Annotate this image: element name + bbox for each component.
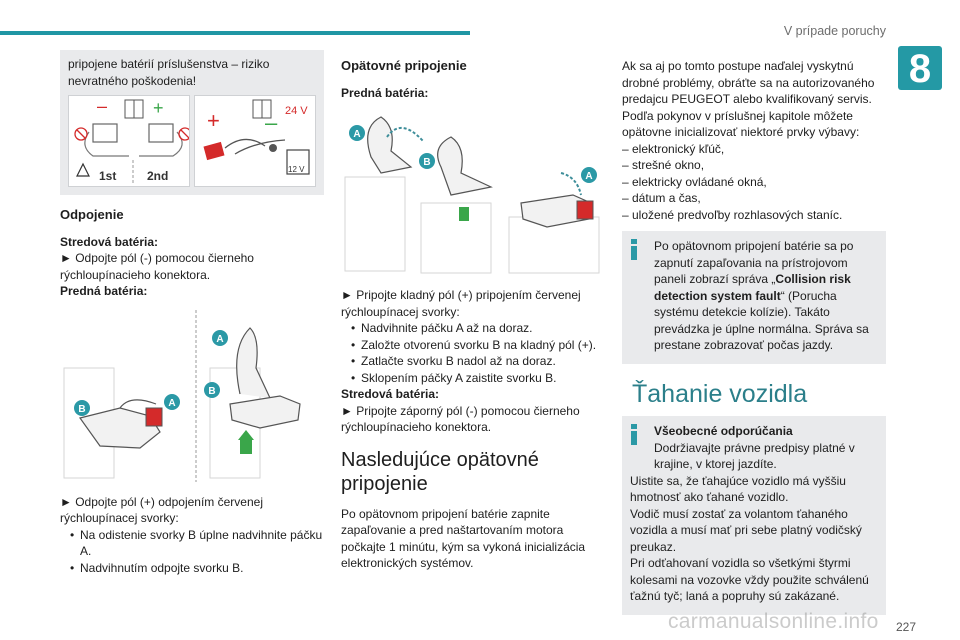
column-1 (60, 50, 324, 576)
connect-bullets (341, 320, 605, 386)
disconnect-figure (60, 308, 324, 484)
plus-sign-red: + (207, 108, 220, 133)
stredova-label: Stredová batéria: (60, 234, 159, 249)
volt-12: 12 V (288, 165, 305, 174)
letter-b-right: B (208, 385, 216, 397)
list-item: – uložené predvoľby rozhlasových staníc. (622, 207, 843, 222)
info-text-bold: Collision risk detection system fault (654, 272, 851, 303)
disconnect-illustration (60, 308, 324, 484)
volt-24: 24 V (285, 105, 308, 117)
info-text (630, 238, 878, 354)
chapter-badge: 8 (898, 46, 942, 90)
accent-line (0, 31, 470, 35)
bullet-item: • Zatlačte svorku B nadol až na doraz. (351, 353, 605, 370)
bullet-item: • Založte otvorenú svorku B na kladný pól (+). (351, 337, 605, 354)
letter-a-left: A (168, 397, 176, 409)
predna-label: Predná batéria: (60, 284, 148, 298)
list-item: – elektricky ovládané okná, (622, 174, 767, 189)
top-bar (0, 0, 960, 44)
minus-sign: – (97, 96, 108, 116)
next-reconnect-title: Nasledujúce opätovné pripojenie (341, 448, 539, 495)
disconnect-bullets (60, 527, 324, 577)
figure-panel-left (68, 95, 190, 187)
minus-sign-green: – (265, 110, 278, 135)
towing-line: Uistite sa, že ťahajúce vozidlo má vyššiu hmotnosť ako ťahané vozidlo. (630, 473, 846, 504)
bullet-item: • Sklopením páčky A zaistite svorku B. (351, 370, 605, 387)
step-disconnect-plus: ► Odpojte pól (+) odpojením červenej rýchloupínacej svorky: (60, 494, 263, 525)
info-text-part2: “ (Porucha systému detekcie kolízie). Takáto prevádzka je úplne normálna. Správa sa prestane zobrazovať počas jazdy. (654, 288, 869, 352)
towing-title-text: Všeobecné odporúčania (654, 424, 793, 438)
connection-diagram-right (195, 96, 316, 186)
reconnect-figure (341, 107, 605, 275)
info-text-part1: Po opätovnom pripojení batérie sa po zapnutí zapaľovania na prístrojovom paneli zobrazí správa „ (654, 239, 854, 286)
info-box-towing (622, 416, 886, 615)
towing-title (630, 423, 878, 440)
odpojenie-title: Odpojenie (60, 207, 124, 222)
towing-line: Vodič musí zostať za volantom ťahaného vozidla a musí mať pri sebe platný vodičský preukaz. (630, 506, 862, 554)
page-number: 227 (895, 620, 916, 634)
connection-diagram-left (69, 96, 190, 186)
jump-start-figure (68, 95, 316, 187)
towing-section-title: Ťahanie vozidla (632, 379, 808, 408)
plus-sign: + (153, 98, 164, 118)
reconnect-illustration (341, 107, 605, 275)
info-box-collision (622, 231, 886, 364)
stredova-label-2: Stredová batéria: (341, 387, 440, 401)
letter-a-right-2: A (585, 171, 593, 182)
letter-b-mid: B (423, 157, 431, 168)
column-2 (341, 50, 605, 572)
next-reconnect-text: Po opätovnom pripojení batérie zapnite zapaľovanie a pred naštartovaním motora počkajte 1 minútu, kým sa vykoná inicializácia elektronických systémov. (341, 506, 586, 570)
letter-b-left: B (78, 403, 86, 415)
label-1st: 1st (99, 169, 117, 183)
stredova-step-2: ► Pripojte záporný pól (-) pomocou čierneho rýchloupínacieho konektora. (341, 403, 580, 434)
figure-panel-right (194, 95, 316, 187)
warning-box (60, 50, 324, 195)
label-2nd: 2nd (147, 169, 169, 183)
info-icon (630, 239, 638, 261)
reconnect-title: Opätovné pripojenie (341, 58, 467, 73)
running-header: V prípade poruchy (783, 24, 886, 38)
list-item: – dátum a čas, (622, 191, 701, 205)
reinit-list (622, 141, 886, 224)
watermark: carmanualsonline.info (668, 610, 879, 633)
letter-a-top: A (353, 129, 361, 140)
warning-text: pripojene batérií príslušenstva – riziko nevratného poškodenia! (68, 57, 270, 88)
towing-line: Dodržiavajte právne predpisy platné v krajine, v ktorej jazdíte. (654, 440, 855, 471)
bullet-item: • Nadvihnutím odpojte svorku B. (70, 560, 324, 577)
info-icon (630, 424, 638, 446)
column-3 (622, 50, 886, 615)
predna-label-2: Predná batéria: (341, 85, 429, 100)
bullet-item: • Na odistenie svorky B úplne nadvihnite páčku A. (70, 527, 324, 560)
letter-a-right: A (216, 333, 224, 345)
list-item: – strešné okno, (622, 158, 705, 172)
step-connect-plus: ► Pripojte kladný pól (+) pripojením červenej rýchloupínacej svorky: (341, 288, 581, 319)
towing-line: Pri odťahovaní vozidla so všetkými štyrmi kolesami na vozovke vždy použite schválenú ťažnú tyč; laná a popruhy sú zakázané. (630, 556, 869, 603)
intro-text: Ak sa aj po tomto postupe naďalej vyskytnú drobné problémy, obráťte sa na autorizovaného predajcu PEUGEOT alebo kvalifikovaný servis. Podľa pokynov v príslušnej kapitole môžete opätovne inicializovať niektoré prvky výbavy: (622, 59, 875, 139)
list-item: – elektronický kľúč, (622, 141, 725, 156)
stredova-step: ► Odpojte pól (-) pomocou čierneho rýchloupínacieho konektora. (60, 251, 254, 282)
bullet-item: • Nadvihnite páčku A až na doraz. (351, 320, 605, 337)
